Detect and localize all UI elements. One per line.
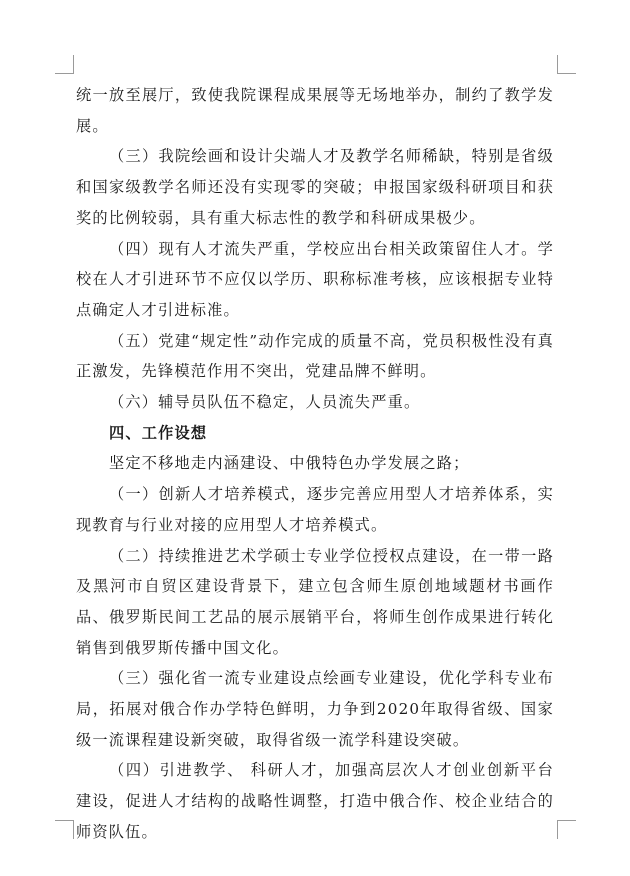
crop-mark-bottom-left xyxy=(55,820,74,839)
paragraph-item-4: （四）现有人才流失严重，学校应出台相关政策留住人才。学校在人才引进环节不应仅以学历、职称标准考核，应该根据专业特点确定人才引进标准。 xyxy=(76,239,554,319)
document-body xyxy=(76,80,554,848)
section-intro: 坚定不移地走内涵建设、中俄特色办学发展之路； xyxy=(109,454,470,473)
paragraph-item-6: （六）辅导员队伍不稳定，人员流失严重。 xyxy=(109,393,421,412)
paragraph-continuation: 统一放至展厅，致使我院课程成果展等无场地举办，制约了教学发展。 xyxy=(76,86,554,135)
crop-mark-bottom-right xyxy=(557,820,576,839)
section-heading: 四、工作设想 xyxy=(109,423,208,442)
plan-item-1: （一）创新人才培养模式，逐步完善应用型人才培养体系，实现教育与行业对接的应用型人才培养模式。 xyxy=(76,485,554,534)
paragraph-item-3: （三）我院绘画和设计尖端人才及教学名师稀缺，特别是省级和国家级教学名师还没有实现零的突破；申报国家级科研项目和获奖的比例较弱，具有重大标志性的教学和科研成果极少。 xyxy=(76,147,554,227)
crop-mark-top-right xyxy=(557,55,576,74)
plan-item-2: （二）持续推进艺术学硕士专业学位授权点建设，在一带一路及黑河市自贸区建设背景下，建立包含师生原创地域题材书画作品、俄罗斯民间工艺品的展示展销平台，将师生创作成果进行转化销售到俄罗斯传播中国文化。 xyxy=(76,546,554,657)
plan-item-3: （三）强化省一流专业建设点绘画专业建设，优化学科专业布局，拓展对俄合作办学特色鲜明，力争到2020年取得省级、国家级一流课程建设新突破，取得省级一流学科建设突破。 xyxy=(76,669,554,749)
plan-item-4: （四）引进教学、 科研人才，加强高层次人才创业创新平台建设，促进人才结构的战略性调整，打造中俄合作、校企业结合的师资队伍。 xyxy=(76,761,554,841)
paragraph-item-5: （五）党建“规定性”动作完成的质量不高，党员积极性没有真正激发，先锋模范作用不突出，党建品牌不鲜明。 xyxy=(76,331,554,381)
crop-mark-top-left xyxy=(55,55,74,74)
